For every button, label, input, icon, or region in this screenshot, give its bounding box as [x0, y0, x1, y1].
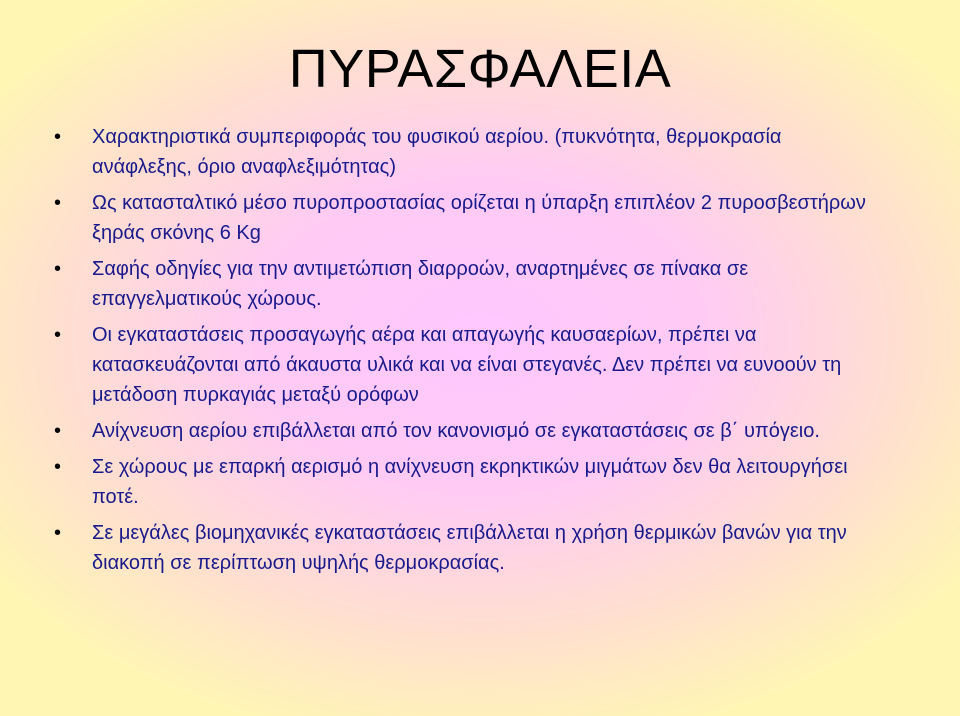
- bullet-item-2: [54, 188, 874, 248]
- bullet-text-2: Ως κατασταλτικό μέσο πυροπροστασίας ορίζεται η ύπαρξη επιπλέον 2 πυροσβεστήρων ξηράς σκόνης 6 Kg: [92, 192, 866, 244]
- bullet-dot-icon: •: [54, 126, 62, 148]
- bullet-item-7: [54, 518, 874, 578]
- bullet-dot-icon: •: [54, 258, 62, 280]
- bullet-item-6: [54, 452, 874, 512]
- bullet-item-5: [54, 416, 874, 446]
- bullet-item-3: [54, 254, 874, 314]
- bullet-item-4: [54, 320, 874, 410]
- bullet-dot-icon: •: [54, 456, 62, 478]
- bullet-text-4: Οι εγκαταστάσεις προσαγωγής αέρα και απαγωγής καυσαερίων, πρέπει να κατασκευάζονται από άκαυστα υλικά και να είναι στεγανές. Δεν πρέπει να ευνοούν τη μετάδοση πυρκαγιάς μεταξύ ορόφων: [92, 324, 842, 406]
- bullet-text-6: Σε χώρους με επαρκή αερισμό η ανίχνευση εκρηκτικών μιγμάτων δεν θα λειτουργήσει ποτέ.: [92, 456, 848, 508]
- bullet-dot-icon: •: [54, 522, 62, 544]
- bullet-dot-icon: •: [54, 324, 62, 346]
- bullet-dot-icon: •: [54, 192, 62, 214]
- bullet-list: [54, 122, 874, 584]
- bullet-item-1: [54, 122, 874, 182]
- bullet-text-1: Χαρακτηριστικά συμπεριφοράς του φυσικού αερίου. (πυκνότητα, θερμοκρασία ανάφλεξης, όριο αναφλεξιμότητας): [92, 126, 782, 178]
- bullet-text-5: Ανίχνευση αερίου επιβάλλεται από τον κανονισμό σε εγκαταστάσεις σε β΄ υπόγειο.: [92, 420, 820, 442]
- slide-title: ΠΥΡΑΣΦΑΛΕΙΑ: [288, 39, 672, 99]
- bullet-text-3: Σαφής οδηγίες για την αντιμετώπιση διαρροών, αναρτημένες σε πίνακα σε επαγγελματικούς χώρους.: [92, 258, 749, 310]
- bullet-text-7: Σε μεγάλες βιομηχανικές εγκαταστάσεις επιβάλλεται η χρήση θερμικών βανών για την διακοπή σε περίπτωση υψηλής θερμοκρασίας.: [92, 522, 847, 574]
- bullet-dot-icon: •: [54, 420, 62, 442]
